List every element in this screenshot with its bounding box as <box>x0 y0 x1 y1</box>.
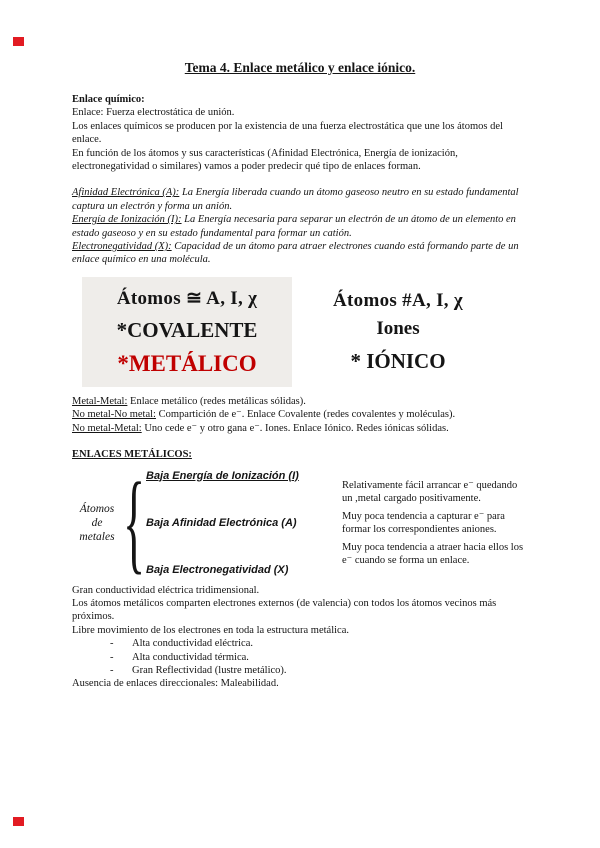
diagram-note-attraction: Muy poca tendencia a atraer hacia ellos los e⁻ cuando se forma un enlace. <box>342 541 524 566</box>
paragraph-maleabilidad: Ausencia de enlaces direccionales: Maleabilidad. <box>72 678 279 690</box>
figure-right-formula: Átomos #A, I, χ <box>333 289 463 311</box>
atoms-comparison-figure <box>82 277 528 387</box>
bullet-text: Alta conductividad eléctrica. <box>132 638 253 650</box>
paragraph-en-funcion: En función de los átomos y sus características (Afinidad Electrónica, Energía de ionización, electronegatividad o similares) vamos a poder predecir qué tipo de enlaces forman. <box>72 147 458 173</box>
diagram-item-afinidad: Baja Afinidad Electrónica (A) <box>146 516 297 529</box>
bullet-text: Gran Reflectividad (lustre metálico). <box>132 664 287 676</box>
definition-ionizacion-term: Energía de Ionización (I): <box>72 214 182 226</box>
definition-afinidad-term: Afinidad Electrónica (A): <box>72 187 180 199</box>
atoms-label-line: metales <box>79 530 115 543</box>
section-heading-enlace-quimico: Enlace químico: <box>72 94 145 105</box>
definition-electronegatividad-term: Electronegatividad (X): <box>72 241 172 253</box>
paragraph-electrones-externos: Los átomos metálicos comparten electrones externos (de valencia) con todos los átomos vecinos más próximos. <box>72 597 497 623</box>
diagram-notes-column <box>342 479 528 567</box>
diagram-item-electronegatividad: Baja Electronegatividad (X) <box>146 563 289 576</box>
diagram-brace: { <box>122 458 146 584</box>
bond-type-nometal-nometal <box>72 408 528 421</box>
bullet-text: Alta conductividad térmica. <box>132 651 249 663</box>
figure-ionico-label: * IÓNICO <box>350 348 446 373</box>
atoms-of-metals-label <box>72 502 122 544</box>
figure-metalico-label: *METÁLICO <box>117 350 257 376</box>
diagram-note-anions: Muy poca tendencia a capturar e⁻ para formar los correspondientes aniones. <box>342 510 505 535</box>
definition-electronegatividad-text: Capacidad de un átomo para atraer electrones cuando está formando parte de un enlace químico en una molécula. <box>72 241 519 266</box>
diagram-note-cations: Relativamente fácil arrancar e⁻ quedando un ,metal cargado positivamente. <box>342 479 518 504</box>
paragraph-enlace-definition: Enlace: Fuerza electrostática de unión. <box>72 107 235 119</box>
figure-left-formula: Átomos ≅ A, I, χ <box>116 287 258 309</box>
bond-type-nometal-nometal-lead: No metal-No metal: <box>72 409 156 421</box>
paragraph-enlaces-quimicos: Los enlaces químicos se producen por la existencia de una fuerza electrostática que une los átomos del enlace. <box>72 120 503 146</box>
bullet-item-reflectividad <box>72 664 528 677</box>
definition-energia-ionizacion <box>72 213 528 240</box>
spacer <box>72 435 528 448</box>
definition-ionizacion-text: La Energía necesaria para separar un electrón de un átomo de un elemento en estado gaseoso y en su estado fundamental para formar un catión. <box>72 214 516 239</box>
bond-type-metal-metal <box>72 395 528 408</box>
bullet-item-conductividad-electrica <box>72 637 528 650</box>
bullet-marker: - <box>110 638 114 650</box>
spacer <box>72 173 528 186</box>
section-heading-enlaces-metalicos: ENLACES METÁLICOS: <box>72 449 192 461</box>
covalent-metallic-panel <box>82 277 292 387</box>
bullet-item-conductividad-termica <box>72 651 528 664</box>
atoms-label-line: de <box>91 516 103 529</box>
bond-type-nometal-nometal-text: Compartición de e⁻. Enlace Covalente (redes covalentes y moléculas). <box>158 409 456 421</box>
ionic-panel <box>300 284 496 380</box>
bond-type-nometal-metal-text: Uno cede e⁻ y otro gana e⁻. Iones. Enlace Iónico. Redes iónicas sólidas. <box>144 422 449 434</box>
bond-type-metal-metal-text: Enlace metálico (redes metálicas sólidas). <box>130 395 306 407</box>
bond-type-metal-metal-lead: Metal-Metal: <box>72 395 128 407</box>
figure-covalente-label: *COVALENTE <box>116 317 258 342</box>
metallic-bonds-diagram <box>72 458 528 584</box>
paragraph-conductividad-tridimensional: Gran conductividad eléctrica tridimensional. <box>72 584 260 596</box>
definition-afinidad-text: La Energía liberada cuando un átomo gaseoso neutro en su estado fundamental captura un electrón y forma un anión. <box>72 187 519 212</box>
red-square-marker-top <box>13 37 24 46</box>
bond-type-nometal-metal <box>72 422 528 435</box>
red-square-marker-bottom <box>13 817 24 826</box>
atoms-label-line: Átomos <box>79 502 115 515</box>
bullet-marker: - <box>110 664 114 676</box>
paragraph-libre-movimiento: Libre movimiento de los electrones en toda la estructura metálica. <box>72 624 349 636</box>
diagram-item-ionizacion: Baja Energía de Ionización (I) <box>146 469 299 482</box>
page-title: Tema 4. Enlace metálico y enlace iónico. <box>184 60 416 75</box>
definition-electronegatividad <box>72 240 528 267</box>
diagram-items-column <box>146 467 342 579</box>
bond-type-nometal-metal-lead: No metal-Metal: <box>72 422 142 434</box>
definition-afinidad-electronica <box>72 186 528 213</box>
bullet-marker: - <box>110 651 114 663</box>
figure-iones-label: Iones <box>376 317 420 339</box>
